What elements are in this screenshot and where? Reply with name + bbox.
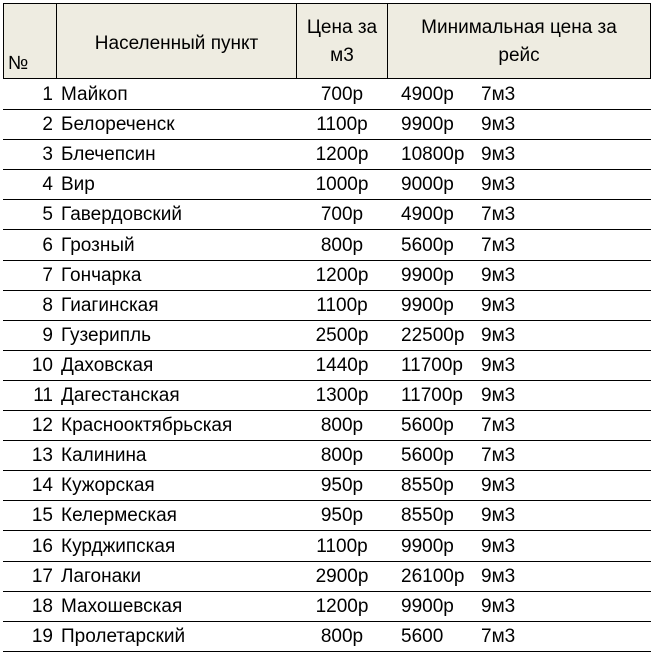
min-volume: 9м3 xyxy=(481,354,516,376)
table-row xyxy=(3,411,651,441)
locality-name: Белореченск xyxy=(61,114,175,136)
price-per-m3: 800р xyxy=(320,415,364,437)
min-trip-price: 9900р xyxy=(401,294,454,316)
table-row xyxy=(3,170,651,200)
min-trip-price: 10800р xyxy=(401,144,465,166)
min-trip-price: 5600р xyxy=(401,445,454,467)
locality-name: Грозный xyxy=(61,234,135,256)
table-row xyxy=(3,351,651,381)
locality-name: Махошевская xyxy=(61,595,183,617)
row-number: 19 xyxy=(31,625,53,647)
row-number: 13 xyxy=(31,445,53,467)
price-per-m3: 1100р xyxy=(316,535,368,557)
header-min-line1: Минимальная цена за xyxy=(421,17,617,38)
min-trip-price: 11700р xyxy=(401,385,463,406)
locality-name: Вир xyxy=(61,174,95,196)
price-per-m3: 2500р xyxy=(315,324,369,346)
min-volume: 7м3 xyxy=(481,625,516,647)
row-number: 14 xyxy=(31,475,53,497)
locality-name: Калинина xyxy=(61,445,147,467)
locality-name: Пролетарский xyxy=(61,625,186,647)
price-per-m3: 1300р xyxy=(315,385,369,406)
locality-name: Гончарка xyxy=(61,264,142,286)
min-volume: 9м3 xyxy=(481,264,516,286)
min-trip-price: 9900р xyxy=(401,264,454,286)
table-row xyxy=(3,110,651,140)
price-per-m3: 950р xyxy=(320,505,364,527)
row-number: 16 xyxy=(31,535,53,557)
table-row xyxy=(3,200,651,230)
table-row xyxy=(3,622,651,652)
locality-name: Гузерипль xyxy=(61,324,152,346)
table-row xyxy=(3,381,651,411)
row-number: 3 xyxy=(42,144,53,166)
header-cell-price-per-m3 xyxy=(296,3,388,79)
min-volume: 9м3 xyxy=(481,595,516,617)
price-per-m3: 800р xyxy=(320,625,364,647)
locality-name: Гавердовский xyxy=(61,204,182,226)
locality-name: Гиагинская xyxy=(61,294,159,316)
min-volume: 9м3 xyxy=(481,294,516,316)
row-number: 7 xyxy=(42,264,53,286)
price-per-m3: 1200р xyxy=(315,144,369,166)
locality-name: Келермеская xyxy=(61,505,177,527)
row-number: 8 xyxy=(42,294,53,316)
header-cell-locality xyxy=(56,3,297,79)
locality-name: Лагонаки xyxy=(61,565,142,587)
min-trip-price: 4900р xyxy=(401,84,454,105)
min-trip-price: 5600р xyxy=(401,415,454,437)
min-volume: 9м3 xyxy=(481,565,516,587)
locality-name: Дагестанская xyxy=(61,385,180,406)
locality-name: Краснооктябрьская xyxy=(61,415,233,437)
row-number: 2 xyxy=(42,114,53,136)
header-cell-number xyxy=(3,3,57,79)
min-volume: 9м3 xyxy=(481,535,516,557)
price-per-m3: 1100р xyxy=(316,294,368,316)
min-trip-price: 5600р xyxy=(401,234,454,256)
min-volume: 7м3 xyxy=(481,415,516,437)
header-number-label: № xyxy=(8,53,29,74)
locality-name: Курджипская xyxy=(61,535,176,557)
table-row xyxy=(3,261,651,291)
header-price-label xyxy=(297,14,387,70)
min-trip-price: 9900р xyxy=(401,535,454,557)
row-number: 5 xyxy=(42,204,53,226)
min-volume: 7м3 xyxy=(481,234,516,256)
min-trip-price: 22500р xyxy=(401,324,465,346)
price-per-m3: 800р xyxy=(320,445,364,467)
row-number: 10 xyxy=(31,354,53,376)
locality-name: Кужорская xyxy=(61,475,155,497)
table-row xyxy=(3,471,651,501)
min-volume: 9м3 xyxy=(481,324,516,346)
price-per-m3: 950р xyxy=(320,475,364,497)
table-row xyxy=(3,321,651,351)
min-trip-price: 26100р xyxy=(401,565,465,587)
row-number: 15 xyxy=(31,505,53,527)
table-row xyxy=(3,140,651,170)
header-min-line2: рейс xyxy=(498,45,540,66)
min-volume: 9м3 xyxy=(481,114,516,136)
header-price-line2: м3 xyxy=(330,45,354,66)
min-trip-price: 9900р xyxy=(401,595,454,617)
min-trip-price: 9000р xyxy=(401,174,454,196)
table-row xyxy=(3,80,651,110)
min-trip-price: 8550р xyxy=(401,475,454,497)
min-volume: 7м3 xyxy=(481,84,516,105)
min-volume: 9м3 xyxy=(481,385,516,406)
min-volume: 9м3 xyxy=(481,505,516,527)
header-locality-label: Населенный пункт xyxy=(94,33,259,54)
row-number: 17 xyxy=(31,565,53,587)
price-per-m3: 1200р xyxy=(315,595,369,617)
min-trip-price: 4900р xyxy=(401,204,454,226)
price-per-m3: 700р xyxy=(320,204,364,226)
table-row xyxy=(3,291,651,321)
min-volume: 9м3 xyxy=(481,475,516,497)
table-row xyxy=(3,441,651,471)
table-row xyxy=(3,532,651,562)
min-volume: 9м3 xyxy=(481,144,516,166)
row-number: 9 xyxy=(42,324,53,346)
locality-name: Блечепсин xyxy=(61,144,156,166)
locality-name: Майкоп xyxy=(61,84,128,105)
price-per-m3: 1000р xyxy=(315,174,369,196)
locality-name: Даховская xyxy=(61,354,154,376)
row-number: 11 xyxy=(33,385,53,406)
min-trip-price: 8550р xyxy=(401,505,454,527)
row-number: 12 xyxy=(31,415,53,437)
table-row xyxy=(3,501,651,531)
table-row xyxy=(3,231,651,261)
price-per-m3: 1100р xyxy=(316,114,368,136)
price-per-m3: 700р xyxy=(320,84,364,105)
min-trip-price: 5600 xyxy=(401,625,444,647)
row-number: 18 xyxy=(31,595,53,617)
row-number: 6 xyxy=(42,234,53,256)
price-per-m3: 1440р xyxy=(315,354,369,376)
min-volume: 9м3 xyxy=(481,174,516,196)
row-number: 4 xyxy=(42,174,53,196)
table-row xyxy=(3,562,651,592)
header-price-line1: Цена за xyxy=(306,17,378,38)
price-per-m3: 800р xyxy=(320,234,364,256)
price-per-m3: 1200р xyxy=(315,264,369,286)
table-row xyxy=(3,592,651,622)
header-cell-min-price xyxy=(387,3,651,79)
min-volume: 7м3 xyxy=(481,445,516,467)
price-per-m3: 2900р xyxy=(315,565,369,587)
min-volume: 7м3 xyxy=(481,204,516,226)
min-trip-price: 9900р xyxy=(401,114,454,136)
header-min-label xyxy=(388,14,650,70)
min-trip-price: 11700р xyxy=(401,354,463,376)
row-number: 1 xyxy=(42,84,53,105)
